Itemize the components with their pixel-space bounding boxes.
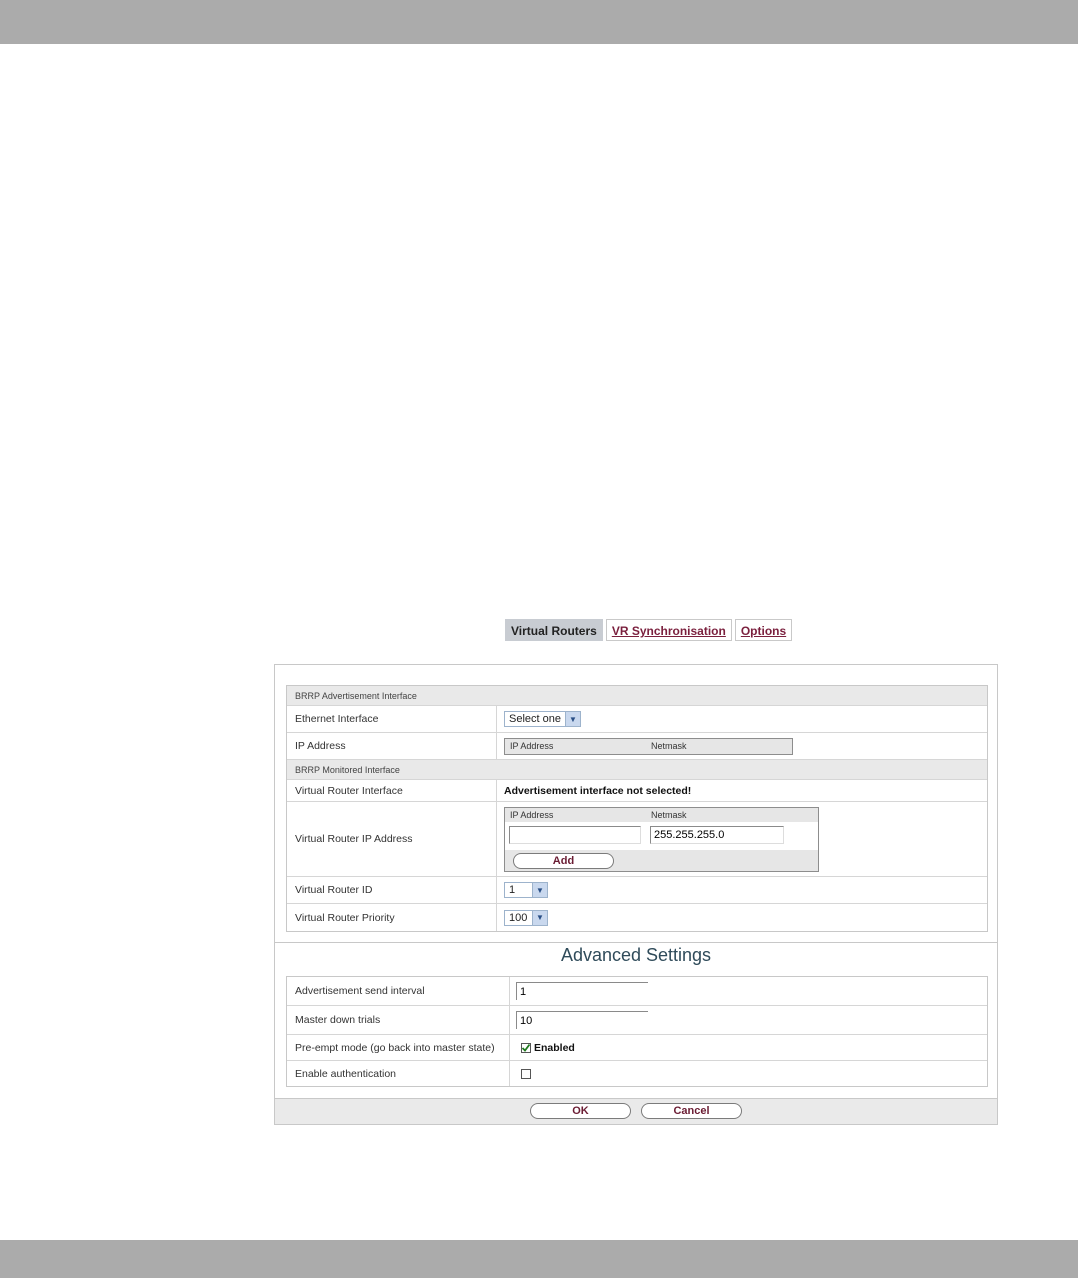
section-header-label: BRRP Advertisement Interface [295, 690, 417, 701]
ethernet-interface-value: Select one [509, 713, 561, 725]
virtual-router-priority-select[interactable] [504, 910, 548, 926]
ip-address-column-header: IP Address [510, 810, 554, 820]
preempt-mode-label: Pre-empt mode (go back into master state) [295, 1041, 495, 1054]
enable-authentication-checkbox[interactable] [521, 1069, 531, 1079]
bottom-footer-bar [0, 1240, 1078, 1278]
preempt-mode-checkbox[interactable] [521, 1043, 531, 1053]
brrp-monitored-header [287, 760, 987, 780]
ip-address-mini-table [504, 738, 793, 755]
virtual-router-ip-table [504, 807, 819, 872]
section-header-label: BRRP Monitored Interface [295, 764, 400, 775]
master-down-trials-input[interactable] [516, 1011, 648, 1029]
form-footer [275, 1098, 997, 1124]
tab-options[interactable]: Options [735, 619, 792, 641]
brrp-advertisement-header [287, 686, 987, 706]
chevron-down-icon: ▼ [532, 911, 547, 925]
advanced-settings-title: Advanced Settings [560, 945, 712, 965]
add-button[interactable]: Add [513, 853, 614, 869]
ip-address-row [287, 733, 987, 760]
advertisement-interval-input[interactable] [516, 982, 648, 1000]
ip-address-label: IP Address [295, 740, 346, 752]
virtual-router-id-label: Virtual Router ID [295, 884, 373, 896]
master-down-trials-label: Master down trials [295, 1014, 381, 1026]
virtual-router-interface-row [287, 780, 987, 802]
ethernet-interface-row [287, 706, 987, 733]
chevron-down-icon: ▼ [565, 712, 580, 726]
ethernet-interface-label: Ethernet Interface [295, 713, 379, 725]
settings-panel [274, 664, 998, 1125]
virtual-router-id-select[interactable] [504, 882, 548, 898]
virtual-router-ip-label: Virtual Router IP Address [295, 833, 413, 845]
virtual-router-interface-warning: Advertisement interface not selected! [504, 784, 692, 797]
check-icon [521, 1043, 531, 1053]
preempt-mode-row [287, 1035, 987, 1061]
ethernet-interface-cell [504, 711, 581, 727]
tab-virtual-routers[interactable]: Virtual Routers [505, 619, 603, 641]
top-header-bar [0, 0, 1078, 44]
virtual-router-priority-value: 100 [509, 911, 528, 924]
section-separator [275, 942, 997, 943]
advertisement-interval-label: Advertisement send interval [295, 985, 425, 997]
netmask-column-header: Netmask [651, 741, 687, 751]
ip-address-column-header: IP Address [510, 741, 554, 751]
brrp-settings-table [286, 685, 988, 932]
virtual-router-interface-label: Virtual Router Interface [295, 784, 403, 797]
tab-bar [505, 619, 795, 643]
master-down-trials-row [287, 1006, 987, 1035]
virtual-router-id-cell [504, 882, 548, 898]
cancel-button[interactable]: Cancel [641, 1103, 742, 1119]
vr-netmask-input[interactable] [650, 826, 784, 844]
enable-authentication-label: Enable authentication [295, 1068, 396, 1080]
advertisement-interval-row [287, 977, 987, 1006]
virtual-router-id-row [287, 877, 987, 904]
virtual-router-ip-row [287, 802, 987, 877]
tab-vr-synchronisation[interactable]: VR Synchronisation [606, 619, 732, 641]
virtual-router-priority-cell [504, 910, 548, 926]
preempt-mode-value: Enabled [534, 1041, 575, 1054]
enable-authentication-row [287, 1061, 987, 1087]
virtual-router-priority-row [287, 904, 987, 931]
chevron-down-icon: ▼ [532, 883, 547, 897]
ethernet-interface-select[interactable] [504, 711, 581, 727]
ok-button[interactable]: OK [530, 1103, 631, 1119]
netmask-column-header: Netmask [651, 810, 687, 820]
vr-ip-address-input[interactable] [509, 826, 641, 844]
virtual-router-priority-label: Virtual Router Priority [295, 911, 395, 924]
virtual-router-id-value: 1 [509, 884, 516, 896]
advanced-settings-table [286, 976, 988, 1087]
